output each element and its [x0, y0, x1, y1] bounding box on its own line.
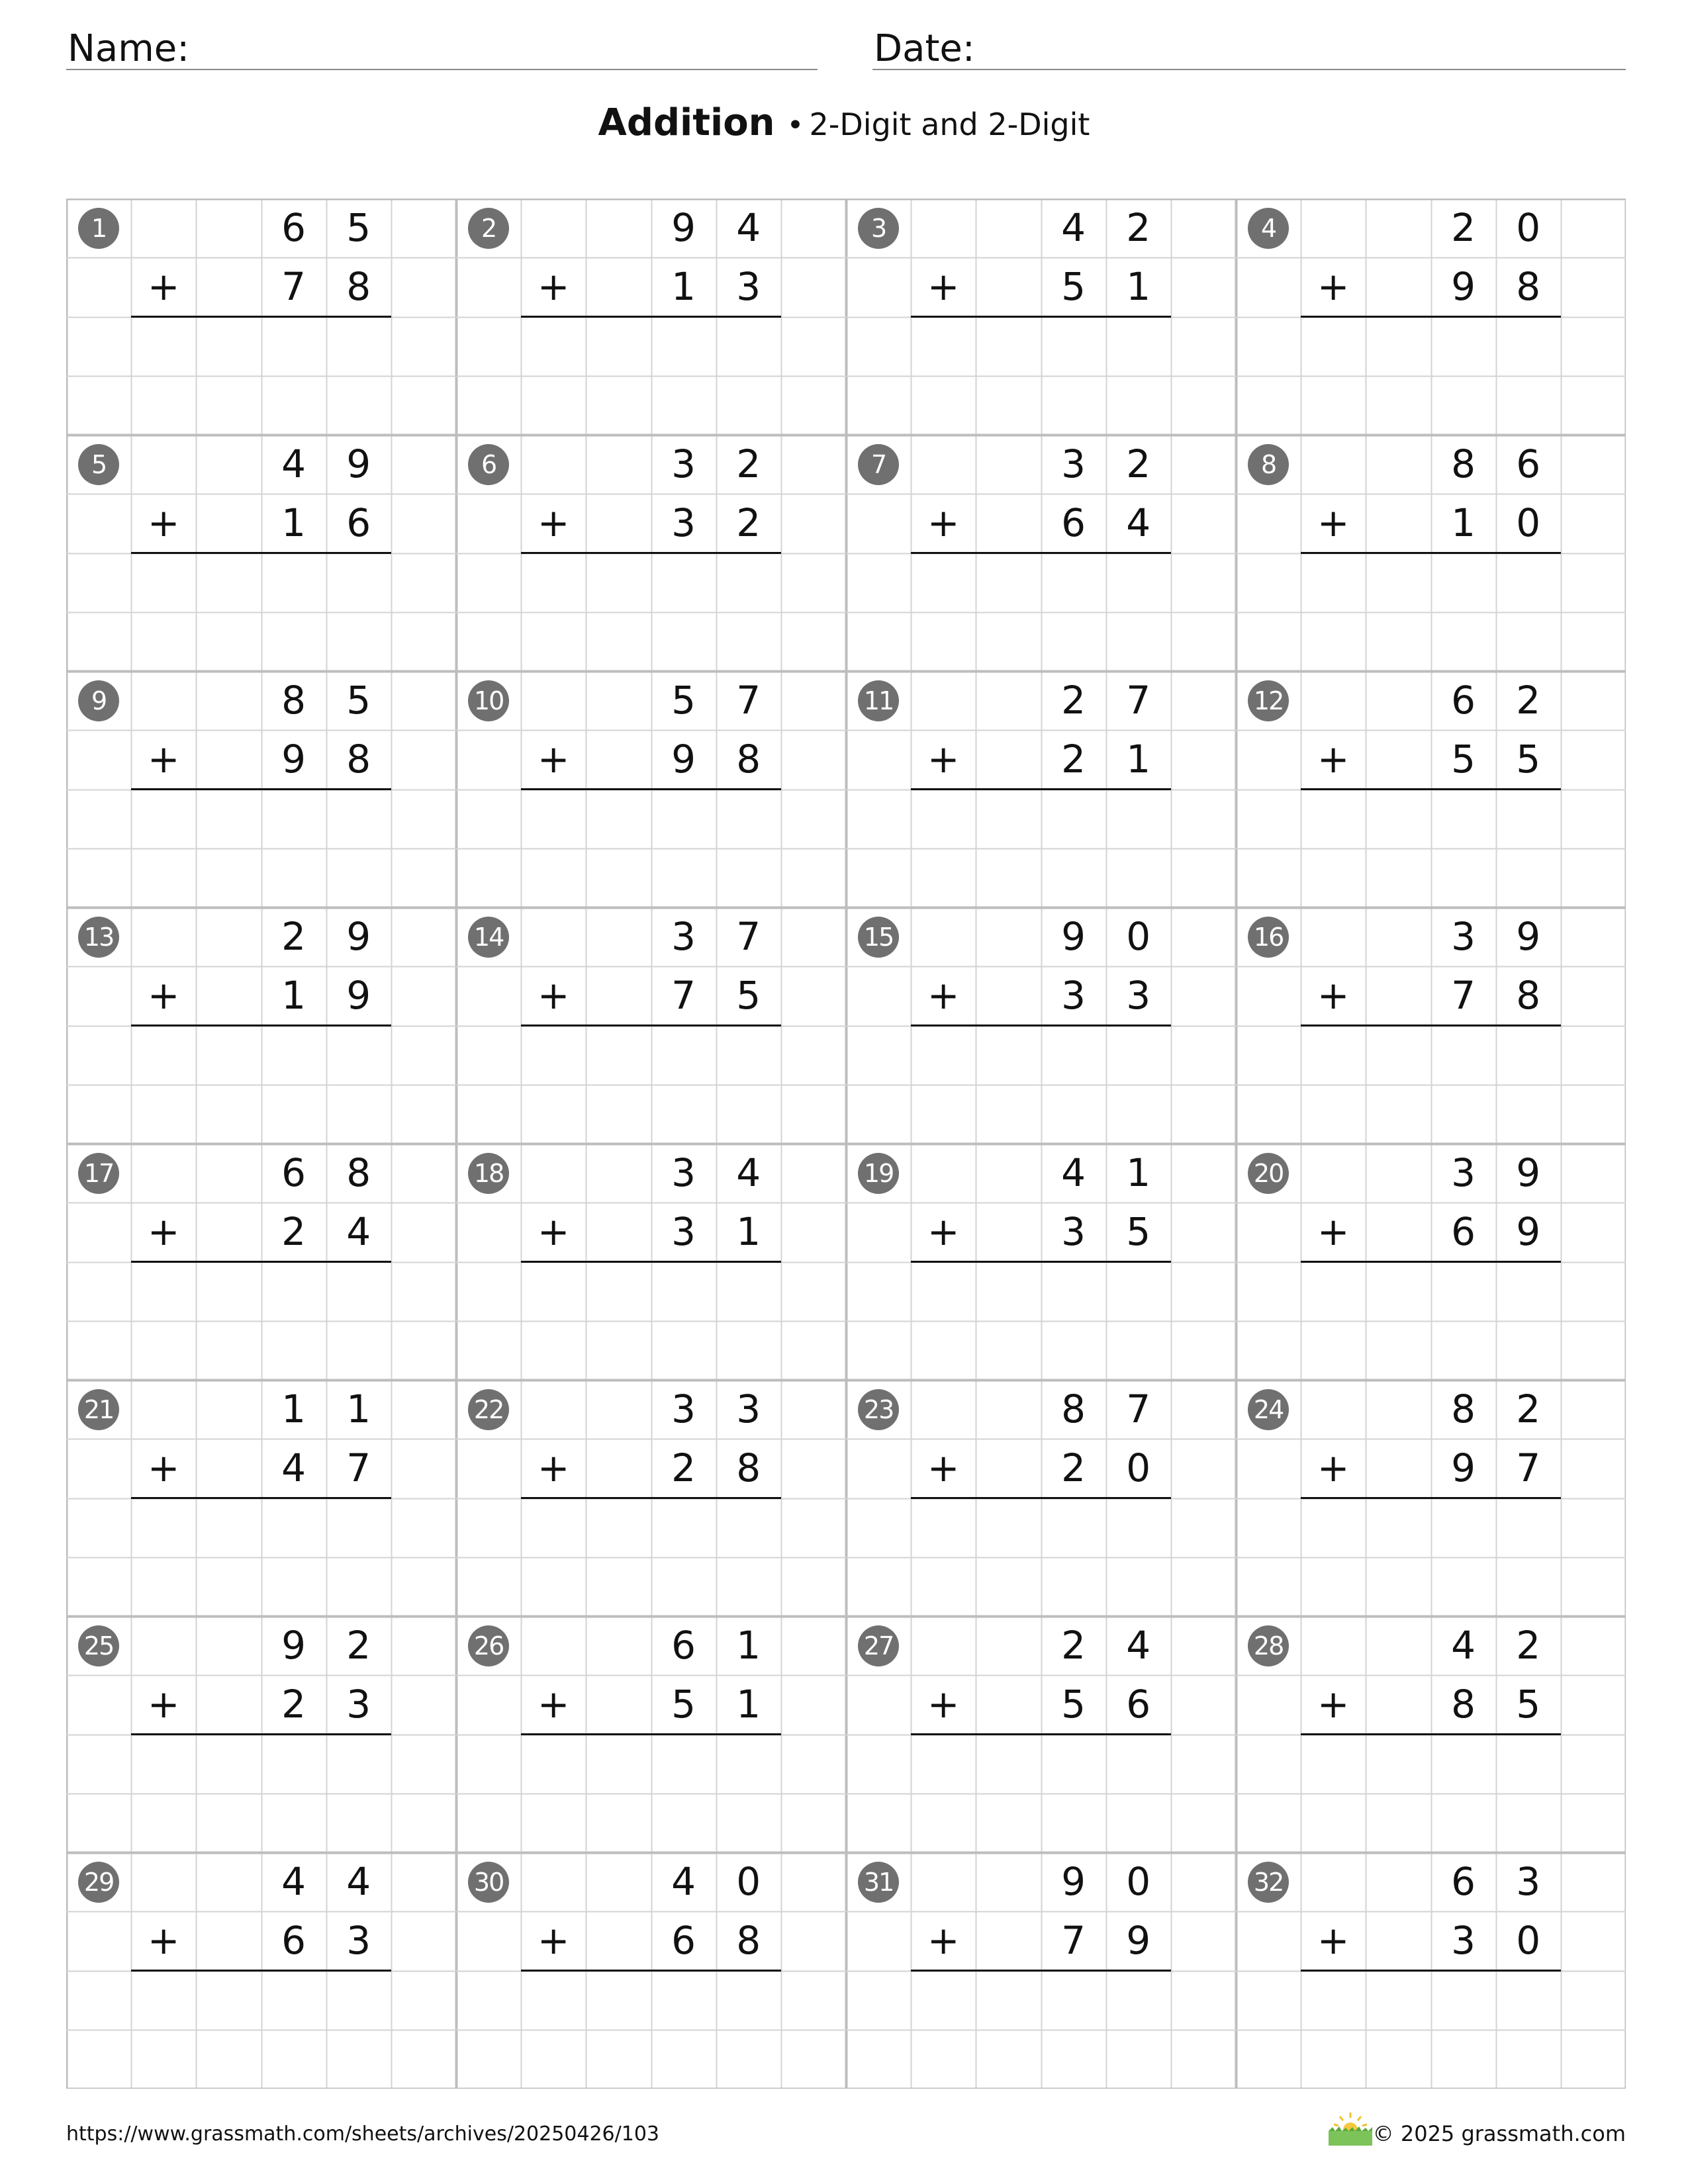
problem-number-badge: 30: [468, 1862, 509, 1903]
problem-number-badge: 25: [78, 1625, 119, 1666]
answer-area[interactable]: [911, 1026, 1171, 1144]
problem-number-badge: 3: [858, 208, 899, 249]
problem-block: [456, 1852, 846, 2089]
plus-sign: +: [147, 1445, 180, 1491]
addend-bottom-digit: 6: [281, 1918, 306, 1964]
problem-number-badge: 9: [78, 680, 119, 721]
problem-block: [1236, 1380, 1626, 1616]
name-field[interactable]: [66, 23, 818, 70]
addend-bottom-digit: 2: [281, 1209, 306, 1255]
plus-sign: +: [1317, 973, 1350, 1019]
addend-top-digit: 9: [1061, 1859, 1086, 1904]
answer-area[interactable]: [521, 1735, 781, 1853]
answer-area[interactable]: [131, 790, 391, 908]
plus-sign: +: [147, 737, 180, 782]
problem-number-badge: 5: [78, 444, 119, 485]
problem-block: [1236, 1852, 1626, 2089]
problem-block: [456, 1144, 846, 1380]
addend-bottom-digit: 4: [281, 1445, 306, 1491]
problem-block: [66, 671, 456, 907]
addend-top-digit: 4: [1061, 205, 1086, 250]
addend-top-digit: 6: [1451, 678, 1476, 723]
problem-number-badge: 27: [858, 1625, 899, 1666]
answer-area[interactable]: [131, 1026, 391, 1144]
addend-top-digit: 2: [1061, 678, 1086, 723]
date-field[interactable]: [872, 23, 1626, 70]
addend-top-digit: 1: [281, 1387, 306, 1432]
problem-block: [1236, 435, 1626, 671]
addend-top-digit: 2: [1516, 678, 1541, 723]
problem-block: [66, 1144, 456, 1380]
addend-bottom-digit: 3: [1061, 973, 1086, 1019]
addend-bottom-digit: 8: [346, 264, 371, 310]
name-label: Name:: [68, 27, 190, 70]
addend-bottom-digit: 3: [1451, 1918, 1476, 1964]
addend-top-digit: 4: [1126, 1623, 1151, 1668]
addend-top-digit: 6: [671, 1623, 696, 1668]
answer-area[interactable]: [1301, 1026, 1561, 1144]
problem-number-badge: 21: [78, 1389, 119, 1430]
addend-bottom-digit: 8: [1451, 1682, 1476, 1727]
addend-bottom-digit: 9: [1451, 264, 1476, 310]
problem-number-badge: 6: [468, 444, 509, 485]
addend-bottom-digit: 0: [1126, 1445, 1151, 1491]
problem-block: [66, 907, 456, 1144]
addend-bottom-digit: 7: [346, 1445, 371, 1491]
addend-top-digit: 3: [671, 1150, 696, 1195]
plus-sign: +: [1317, 737, 1350, 782]
addend-top-digit: 9: [346, 914, 371, 959]
addend-bottom-digit: 1: [1126, 737, 1151, 782]
addend-top-digit: 7: [736, 914, 761, 959]
answer-area[interactable]: [1301, 790, 1561, 908]
addend-bottom-digit: 5: [1516, 1682, 1541, 1727]
plus-sign: +: [927, 1918, 960, 1964]
addend-bottom-digit: 3: [736, 264, 761, 310]
problem-number-badge: 29: [78, 1862, 119, 1903]
addend-top-digit: 3: [736, 1387, 761, 1432]
grass-sun-logo-icon: [1327, 2111, 1374, 2147]
answer-area[interactable]: [1301, 1735, 1561, 1853]
problem-block: [456, 199, 846, 435]
problem-block: [66, 199, 456, 435]
problem-number-badge: 7: [858, 444, 899, 485]
addend-bottom-digit: 2: [736, 500, 761, 546]
problem-block: [846, 907, 1236, 1144]
answer-area[interactable]: [911, 1735, 1171, 1853]
addend-bottom-digit: 7: [671, 973, 696, 1019]
addend-bottom-digit: 7: [1451, 973, 1476, 1019]
addend-bottom-digit: 6: [1126, 1682, 1151, 1727]
plus-sign: +: [537, 264, 570, 310]
addend-top-digit: 4: [346, 1859, 371, 1904]
addend-top-digit: 9: [281, 1623, 306, 1668]
addend-top-digit: 9: [1516, 914, 1541, 959]
problem-block: [66, 435, 456, 671]
plus-sign: +: [537, 500, 570, 546]
problem-block: [1236, 199, 1626, 435]
answer-area[interactable]: [521, 1262, 781, 1381]
problem-number-badge: 17: [78, 1153, 119, 1194]
problem-block: [846, 671, 1236, 907]
problem-number-badge: 8: [1248, 444, 1289, 485]
problem-block: [1236, 1616, 1626, 1852]
addend-bottom-digit: 5: [736, 973, 761, 1019]
plus-sign: +: [1317, 264, 1350, 310]
plus-sign: +: [147, 973, 180, 1019]
addend-bottom-digit: 4: [346, 1209, 371, 1255]
problem-block: [66, 1616, 456, 1852]
plus-sign: +: [147, 1209, 180, 1255]
addend-bottom-digit: 6: [1061, 500, 1086, 546]
addend-top-digit: 8: [281, 678, 306, 723]
addend-bottom-digit: 5: [671, 1682, 696, 1727]
addend-top-digit: 2: [346, 1623, 371, 1668]
problem-number-badge: 19: [858, 1153, 899, 1194]
problem-block: [456, 671, 846, 907]
answer-area[interactable]: [131, 1735, 391, 1853]
addend-top-digit: 9: [346, 441, 371, 486]
addend-bottom-digit: 7: [281, 264, 306, 310]
problem-number-badge: 18: [468, 1153, 509, 1194]
problem-block: [456, 1380, 846, 1616]
addend-top-digit: 8: [346, 1150, 371, 1195]
addend-top-digit: 2: [1126, 205, 1151, 250]
addend-bottom-digit: 1: [281, 973, 306, 1019]
addend-bottom-digit: 8: [736, 737, 761, 782]
addend-top-digit: 9: [671, 205, 696, 250]
plus-sign: +: [1317, 1918, 1350, 1964]
title-main: Addition: [598, 101, 775, 144]
problem-number-badge: 12: [1248, 680, 1289, 721]
addend-top-digit: 6: [1451, 1859, 1476, 1904]
addend-top-digit: 2: [1516, 1623, 1541, 1668]
addend-bottom-digit: 1: [1451, 500, 1476, 546]
date-label: Date:: [874, 27, 975, 70]
problem-number-badge: 10: [468, 680, 509, 721]
addend-bottom-digit: 5: [1451, 737, 1476, 782]
addend-bottom-digit: 9: [281, 737, 306, 782]
addend-top-digit: 9: [1516, 1150, 1541, 1195]
answer-area[interactable]: [521, 1026, 781, 1144]
problem-block: [1236, 1144, 1626, 1380]
plus-sign: +: [1317, 500, 1350, 546]
answer-area[interactable]: [1301, 317, 1561, 435]
addend-top-digit: 5: [671, 678, 696, 723]
problem-block: [1236, 907, 1626, 1144]
addend-bottom-digit: 3: [346, 1682, 371, 1727]
addend-top-digit: 2: [1061, 1623, 1086, 1668]
addend-top-digit: 6: [281, 205, 306, 250]
plus-sign: +: [927, 500, 960, 546]
addend-top-digit: 4: [736, 1150, 761, 1195]
addend-top-digit: 3: [1451, 1150, 1476, 1195]
addend-bottom-digit: 8: [1516, 264, 1541, 310]
addend-top-digit: 4: [281, 441, 306, 486]
worksheet-title: [0, 101, 1688, 145]
problem-number-badge: 13: [78, 917, 119, 958]
problem-block: [456, 435, 846, 671]
addend-top-digit: 2: [736, 441, 761, 486]
plus-sign: +: [927, 1682, 960, 1727]
title-subtitle: 2-Digit and 2-Digit: [809, 107, 1090, 142]
answer-area[interactable]: [911, 1262, 1171, 1381]
answer-area[interactable]: [1301, 553, 1561, 672]
addend-top-digit: 8: [1061, 1387, 1086, 1432]
addend-top-digit: 2: [1126, 441, 1151, 486]
problem-block: [66, 1852, 456, 2089]
addend-top-digit: 0: [1126, 1859, 1151, 1904]
problem-block: [66, 1380, 456, 1616]
problem-block: [846, 1144, 1236, 1380]
problem-number-badge: 4: [1248, 208, 1289, 249]
plus-sign: +: [1317, 1682, 1350, 1727]
answer-area[interactable]: [911, 1971, 1171, 2089]
addend-top-digit: 4: [281, 1859, 306, 1904]
addend-bottom-digit: 8: [736, 1445, 761, 1491]
plus-sign: +: [147, 500, 180, 546]
addend-bottom-digit: 1: [736, 1209, 761, 1255]
plus-sign: +: [147, 1682, 180, 1727]
addend-top-digit: 5: [346, 678, 371, 723]
addend-bottom-digit: 3: [1061, 1209, 1086, 1255]
addend-bottom-digit: 0: [1516, 500, 1541, 546]
plus-sign: +: [1317, 1445, 1350, 1491]
addend-bottom-digit: 5: [1061, 264, 1086, 310]
addend-top-digit: 5: [346, 205, 371, 250]
addend-top-digit: 8: [1451, 1387, 1476, 1432]
addend-top-digit: 7: [1126, 1387, 1151, 1432]
plus-sign: +: [537, 1682, 570, 1727]
plus-sign: +: [927, 264, 960, 310]
addend-top-digit: 3: [1516, 1859, 1541, 1904]
footer-url: https://www.grassmath.com/sheets/archives/20250426/103: [66, 2122, 660, 2146]
footer-copyright: © 2025 grassmath.com: [1372, 2121, 1626, 2146]
addend-top-digit: 3: [671, 914, 696, 959]
problem-number-badge: 11: [858, 680, 899, 721]
problem-number-badge: 32: [1248, 1862, 1289, 1903]
problem-number-badge: 26: [468, 1625, 509, 1666]
plus-sign: +: [927, 1209, 960, 1255]
addend-bottom-digit: 6: [1451, 1209, 1476, 1255]
answer-area[interactable]: [521, 317, 781, 435]
addend-top-digit: 0: [1516, 205, 1541, 250]
addend-top-digit: 1: [346, 1387, 371, 1432]
answer-area[interactable]: [521, 553, 781, 672]
plus-sign: +: [537, 1445, 570, 1491]
addend-top-digit: 4: [1061, 1150, 1086, 1195]
problem-number-badge: 1: [78, 208, 119, 249]
addend-bottom-digit: 9: [1516, 1209, 1541, 1255]
addend-top-digit: 1: [736, 1623, 761, 1668]
plus-sign: +: [537, 1209, 570, 1255]
addend-bottom-digit: 9: [671, 737, 696, 782]
answer-area[interactable]: [131, 1262, 391, 1381]
answer-area[interactable]: [131, 1971, 391, 2089]
addend-top-digit: 4: [671, 1859, 696, 1904]
problem-block: [1236, 671, 1626, 907]
addend-top-digit: 0: [736, 1859, 761, 1904]
addend-bottom-digit: 1: [671, 264, 696, 310]
answer-area[interactable]: [1301, 1971, 1561, 2089]
addend-top-digit: 1: [1126, 1150, 1151, 1195]
answer-area[interactable]: [131, 1498, 391, 1617]
addend-bottom-digit: 8: [736, 1918, 761, 1964]
addend-top-digit: 4: [736, 205, 761, 250]
answer-area[interactable]: [131, 553, 391, 672]
problem-block: [846, 1852, 1236, 2089]
addend-top-digit: 3: [1061, 441, 1086, 486]
answer-area[interactable]: [521, 1498, 781, 1617]
addend-bottom-digit: 5: [1516, 737, 1541, 782]
plus-sign: +: [147, 1918, 180, 1964]
plus-sign: +: [927, 737, 960, 782]
answer-area[interactable]: [911, 1498, 1171, 1617]
addend-bottom-digit: 6: [346, 500, 371, 546]
addend-top-digit: 4: [1451, 1623, 1476, 1668]
plus-sign: +: [537, 737, 570, 782]
problem-block: [846, 199, 1236, 435]
addend-bottom-digit: 5: [1061, 1682, 1086, 1727]
addend-bottom-digit: 3: [671, 500, 696, 546]
plus-sign: +: [147, 264, 180, 310]
title-separator: •: [786, 109, 804, 142]
addend-top-digit: 3: [1451, 914, 1476, 959]
plus-sign: +: [927, 973, 960, 1019]
addend-bottom-digit: 3: [1126, 973, 1151, 1019]
problem-number-badge: 28: [1248, 1625, 1289, 1666]
problem-number-badge: 22: [468, 1389, 509, 1430]
addend-top-digit: 7: [736, 678, 761, 723]
addend-top-digit: 7: [1126, 678, 1151, 723]
addend-bottom-digit: 9: [1126, 1918, 1151, 1964]
addend-top-digit: 8: [1451, 441, 1476, 486]
problem-number-badge: 20: [1248, 1153, 1289, 1194]
addend-top-digit: 9: [1061, 914, 1086, 959]
addend-top-digit: 3: [671, 441, 696, 486]
addend-bottom-digit: 0: [1516, 1918, 1541, 1964]
addend-bottom-digit: 2: [671, 1445, 696, 1491]
addend-bottom-digit: 5: [1126, 1209, 1151, 1255]
addend-bottom-digit: 8: [1516, 973, 1541, 1019]
addend-bottom-digit: 2: [1061, 1445, 1086, 1491]
addend-bottom-digit: 6: [671, 1918, 696, 1964]
answer-area[interactable]: [131, 317, 391, 435]
answer-area[interactable]: [1301, 1262, 1561, 1381]
addend-bottom-digit: 3: [671, 1209, 696, 1255]
addend-top-digit: 6: [1516, 441, 1541, 486]
problem-number-badge: 16: [1248, 917, 1289, 958]
plus-sign: +: [537, 1918, 570, 1964]
plus-sign: +: [1317, 1209, 1350, 1255]
addend-bottom-digit: 9: [346, 973, 371, 1019]
problem-number-badge: 23: [858, 1389, 899, 1430]
answer-area[interactable]: [911, 553, 1171, 672]
problem-number-badge: 31: [858, 1862, 899, 1903]
answer-area[interactable]: [521, 1971, 781, 2089]
addend-bottom-digit: 2: [1061, 737, 1086, 782]
answer-area[interactable]: [911, 317, 1171, 435]
addend-top-digit: 2: [1451, 205, 1476, 250]
problem-grid: [66, 199, 1626, 2089]
problem-block: [456, 907, 846, 1144]
problem-number-badge: 2: [468, 208, 509, 249]
addend-bottom-digit: 1: [736, 1682, 761, 1727]
problem-number-badge: 15: [858, 917, 899, 958]
plus-sign: +: [927, 1445, 960, 1491]
addend-bottom-digit: 7: [1061, 1918, 1086, 1964]
problem-number-badge: 14: [468, 917, 509, 958]
answer-area[interactable]: [911, 790, 1171, 908]
problem-block: [846, 1380, 1236, 1616]
plus-sign: +: [537, 973, 570, 1019]
addend-bottom-digit: 3: [346, 1918, 371, 1964]
answer-area[interactable]: [1301, 1498, 1561, 1617]
answer-area[interactable]: [521, 790, 781, 908]
addend-bottom-digit: 2: [281, 1682, 306, 1727]
addend-top-digit: 3: [671, 1387, 696, 1432]
addend-bottom-digit: 1: [281, 500, 306, 546]
problem-number-badge: 24: [1248, 1389, 1289, 1430]
problem-block: [846, 1616, 1236, 1852]
addend-bottom-digit: 9: [1451, 1445, 1476, 1491]
addend-bottom-digit: 4: [1126, 500, 1151, 546]
addend-bottom-digit: 8: [346, 737, 371, 782]
addend-top-digit: 6: [281, 1150, 306, 1195]
addend-bottom-digit: 7: [1516, 1445, 1541, 1491]
addend-top-digit: 2: [1516, 1387, 1541, 1432]
addend-top-digit: 2: [281, 914, 306, 959]
problem-block: [456, 1616, 846, 1852]
addend-bottom-digit: 1: [1126, 264, 1151, 310]
addend-top-digit: 0: [1126, 914, 1151, 959]
problem-block: [846, 435, 1236, 671]
